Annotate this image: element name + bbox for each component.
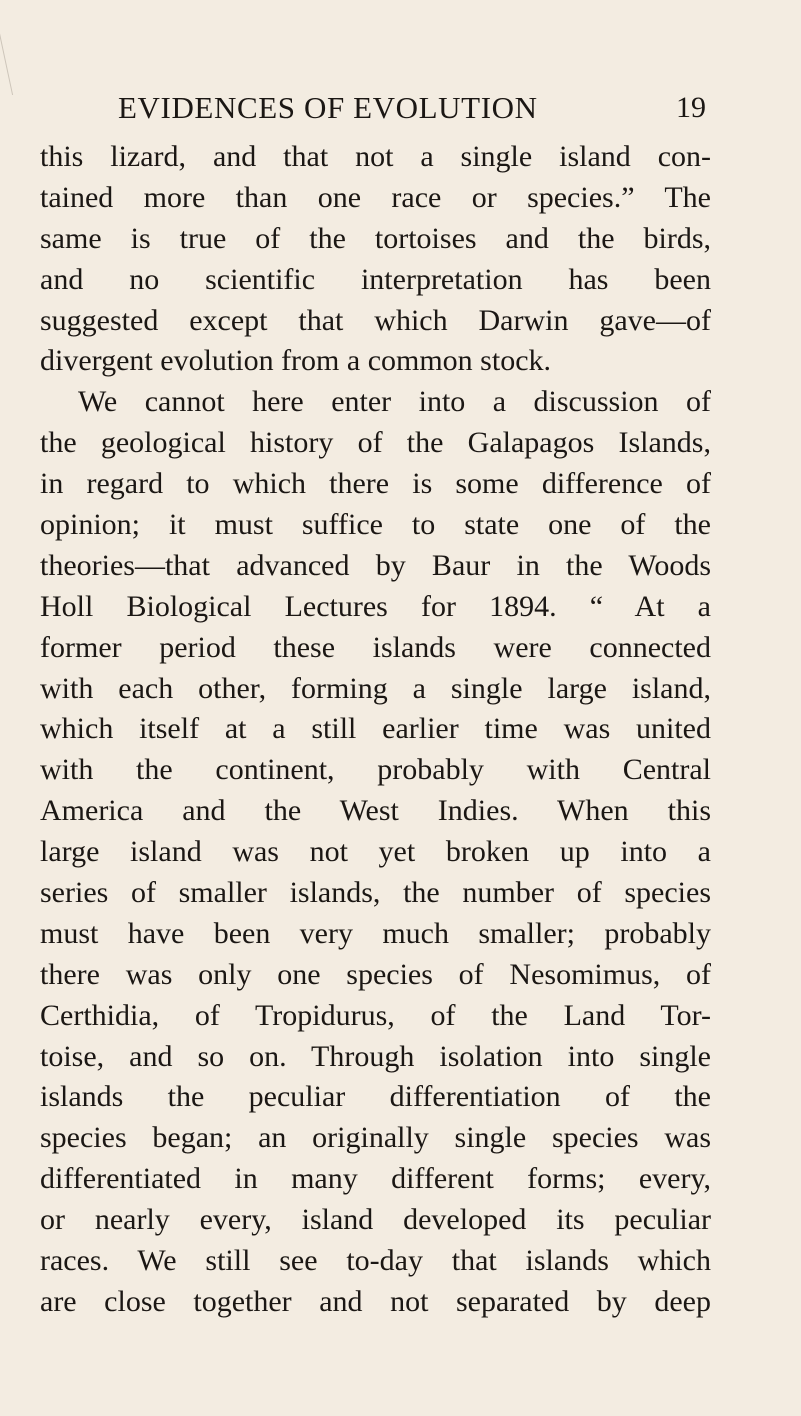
text-line: with each other, forming a single large island, — [40, 671, 711, 705]
text-line: must have been very much smaller; probably — [40, 916, 711, 950]
text-line: differentiated in many different forms; every, — [40, 1162, 711, 1196]
text-line: Certhidia, of Tropidurus, of the Land Tor- — [40, 998, 711, 1032]
text-line: tained more than one race or species.” The — [40, 180, 711, 214]
running-head — [118, 88, 706, 128]
text-line: the geological history of the Galapagos Islands, — [40, 426, 711, 460]
text-line: in regard to which there is some difference of — [40, 467, 711, 501]
text-line: islands the peculiar differentiation of the — [40, 1080, 711, 1114]
text-line: same is true of the tortoises and the birds, — [40, 221, 711, 255]
text-line: are close together and not separated by deep — [40, 1284, 711, 1318]
text-line: suggested except that which Darwin gave—of — [40, 303, 711, 337]
body-text — [40, 137, 711, 1323]
text-line: Holl Biological Lectures for 1894. “ At a — [40, 589, 711, 623]
text-line: large island was not yet broken up into a — [40, 835, 711, 869]
text-line: with the continent, probably with Central — [40, 753, 711, 787]
text-line: series of smaller islands, the number of species — [40, 876, 711, 910]
text-line: and no scientific interpretation has been — [40, 262, 711, 296]
page-edge-mark — [0, 0, 27, 95]
text-line: We cannot here enter into a discussion of — [78, 385, 711, 419]
text-line: former period these islands were connected — [40, 630, 711, 664]
text-line: races. We still see to-day that islands which — [40, 1244, 711, 1278]
text-line: toise, and so on. Through isolation into single — [40, 1039, 711, 1073]
page-number: 19 — [676, 91, 706, 124]
running-title: EVIDENCES OF EVOLUTION — [118, 90, 538, 125]
text-line: opinion; it must suffice to state one of the — [40, 508, 711, 542]
text-line: or nearly every, island developed its peculiar — [40, 1203, 711, 1237]
text-line: this lizard, and that not a single island con- — [40, 140, 711, 173]
text-line: divergent evolution from a common stock. — [40, 344, 552, 378]
text-line: species began; an originally single species was — [40, 1121, 711, 1155]
text-line: America and the West Indies. When this — [40, 794, 711, 828]
text-line: there was only one species of Nesomimus, of — [40, 957, 711, 991]
text-line: which itself at a still earlier time was united — [40, 712, 711, 746]
text-line: theories—that advanced by Baur in the Woods — [40, 548, 711, 582]
